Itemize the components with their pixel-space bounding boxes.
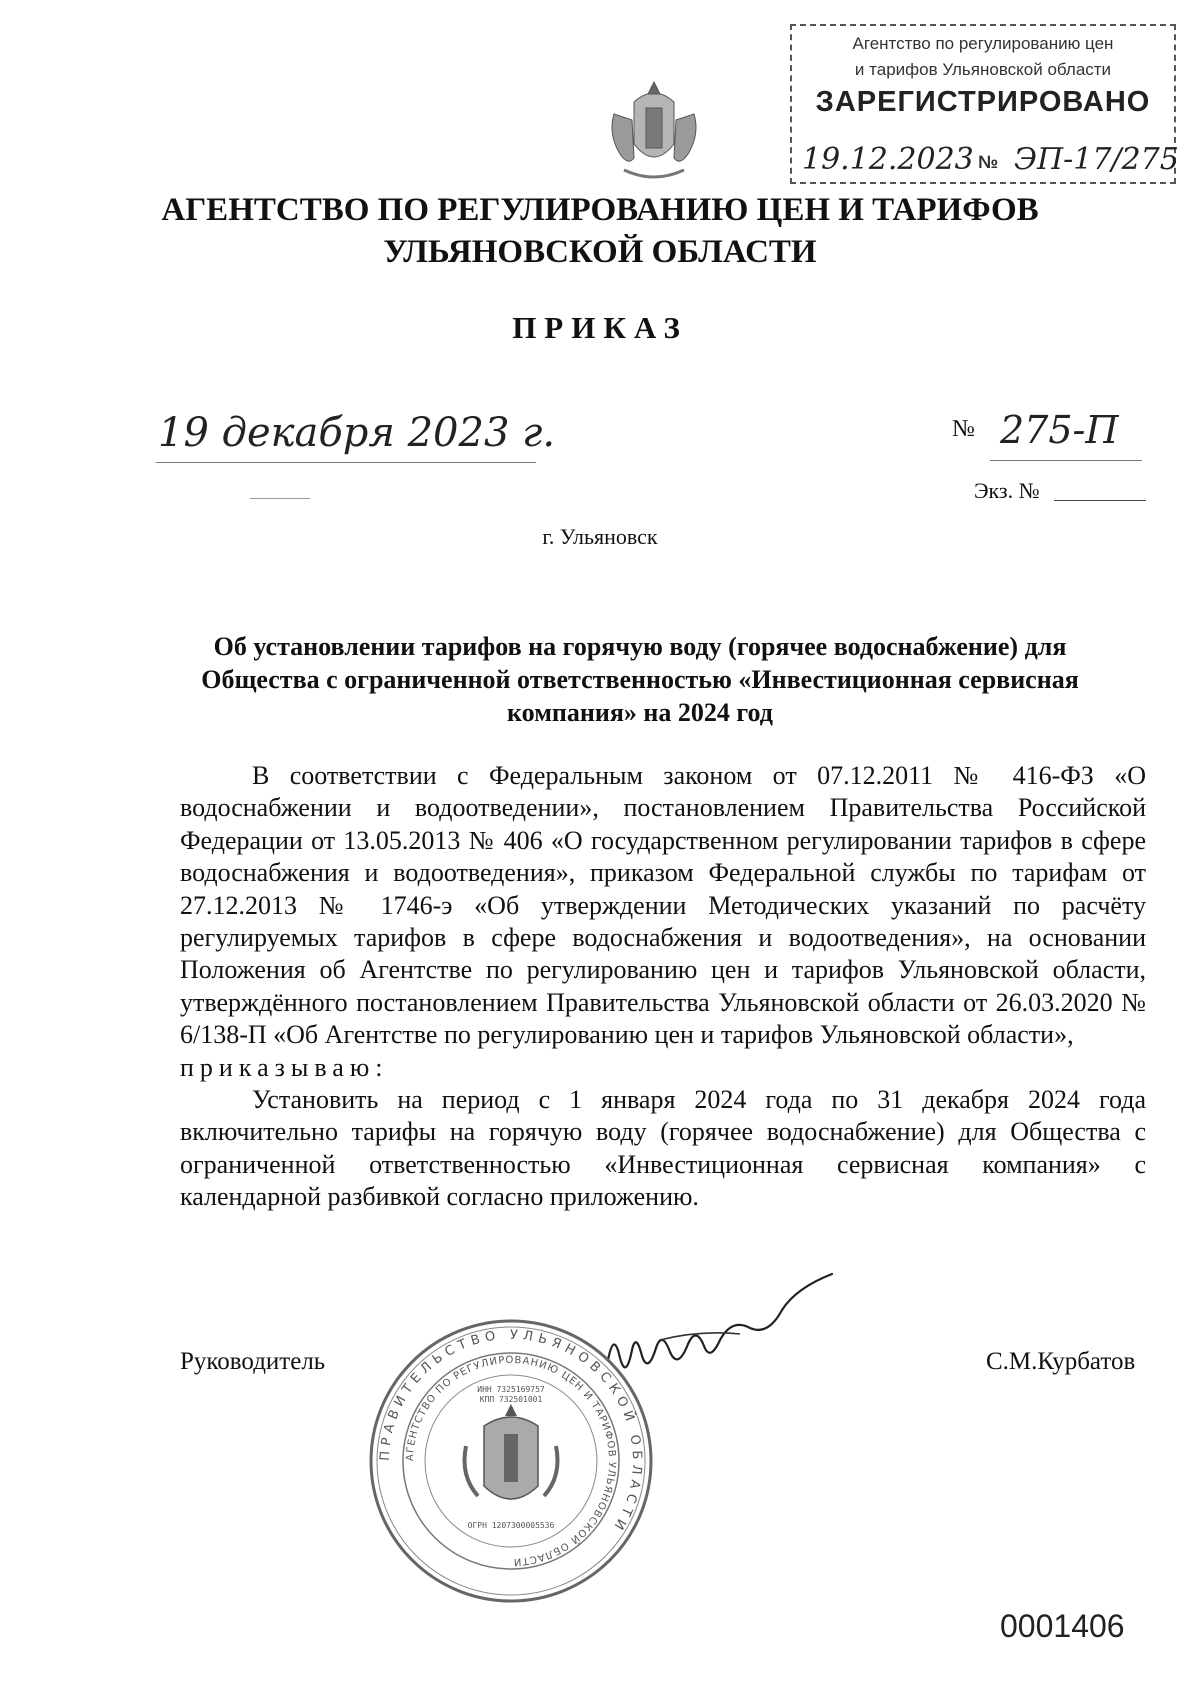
seal-outer-text: ПРАВИТЕЛЬСТВО УЛЬЯНОВСКОЙ ОБЛАСТИ: [377, 1327, 645, 1537]
registration-number: ЭП-17/275: [1014, 142, 1179, 177]
registration-number-label: №: [978, 152, 999, 172]
seal-coat-of-arms-icon: [465, 1404, 558, 1499]
agency-name-line2: УЛЬЯНОВСКОЙ ОБЛАСТИ: [383, 234, 817, 270]
registration-stamp-status: ЗАРЕГИСТРИРОВАНО: [815, 86, 1151, 118]
order-title: ПРИКАЗ: [512, 310, 688, 345]
agency-name-line1: АГЕНТСТВО ПО РЕГУЛИРОВАНИЮ ЦЕН И ТАРИФОВ: [161, 192, 1039, 228]
signatory-position: Руководитель: [180, 1348, 326, 1375]
seal-inner-text: АГЕНТСТВО ПО РЕГУЛИРОВАНИЮ ЦЕН И ТАРИФОВ УЛЬЯНОВСКОЙ ОБЛАСТИ: [404, 1354, 618, 1568]
seal-inn: ИНН 7325169757: [477, 1385, 545, 1394]
document-serial-number: 0001406: [1000, 1608, 1125, 1644]
order-body: [180, 760, 1146, 1214]
order-date: 19 декабря 2023 г.: [158, 410, 556, 456]
copy-number-label: Экз. №: [974, 478, 1040, 503]
seal-kpp: КПП 732501001: [479, 1395, 543, 1404]
order-number-label: №: [952, 416, 975, 442]
date-underline: [156, 462, 536, 463]
order-number: 275-П: [1000, 408, 1119, 452]
body-paragraph-1: В соответствии с Федеральным законом от 07.12.2011 № 416-ФЗ «О водоснабжении и водоотведении», постановлением Правительства Российской Федерации от 13.05.2013 № 406 «О государственном регулировании тарифов в сфере водоснабжения и водоотведения», приказом Федеральной службы по тарифам от 27.12.2013 № 1746-э «Об утверждении Методических указаний по расчёту регулируемых тарифов в сфере водоснабжения и водоотведения», на основании Положения об Агентстве по регулированию цен и тарифов Ульяновской области, утверждённого постановлением Правительства Ульяновской области от 26.03.2020 № 6/138-П «Об Агентстве по регулированию цен и тарифов Ульяновской области»,: [180, 761, 1146, 1050]
coat-of-arms-icon: [604, 74, 704, 186]
copy-number-underline: [1054, 500, 1146, 501]
registration-stamp-line2: и тарифов Ульяновской области: [854, 60, 1112, 79]
seal-ogrn: ОГРН 1207300005536: [467, 1521, 555, 1530]
signatory-name: С.М.Курбатов: [986, 1348, 1136, 1375]
divider: [250, 498, 310, 499]
body-paragraph-2: Установить на период с 1 января 2024 года по 31 декабря 2024 года включительно тарифы на горячую воду (горячее водоснабжение) для Общества с ограниченной ответственностью «Инвестиционная сервисная компания» с календарной разбивкой согласно приложению.: [180, 1085, 1146, 1212]
number-underline: [990, 460, 1142, 461]
city: г. Ульяновск: [542, 524, 658, 549]
directive-word: приказываю:: [180, 1052, 389, 1082]
order-subject: Об установлении тарифов на горячую воду (горячее водоснабжение) для Общества с ограниченной ответственностью «Инвестиционная сервисная компания» на 2024 год: [201, 632, 1079, 727]
registration-stamp: [790, 24, 1179, 184]
official-seal: [366, 1316, 656, 1606]
registration-date: 19.12.2023: [802, 142, 974, 177]
registration-stamp-line1: Агентство по регулированию цен: [852, 34, 1114, 53]
